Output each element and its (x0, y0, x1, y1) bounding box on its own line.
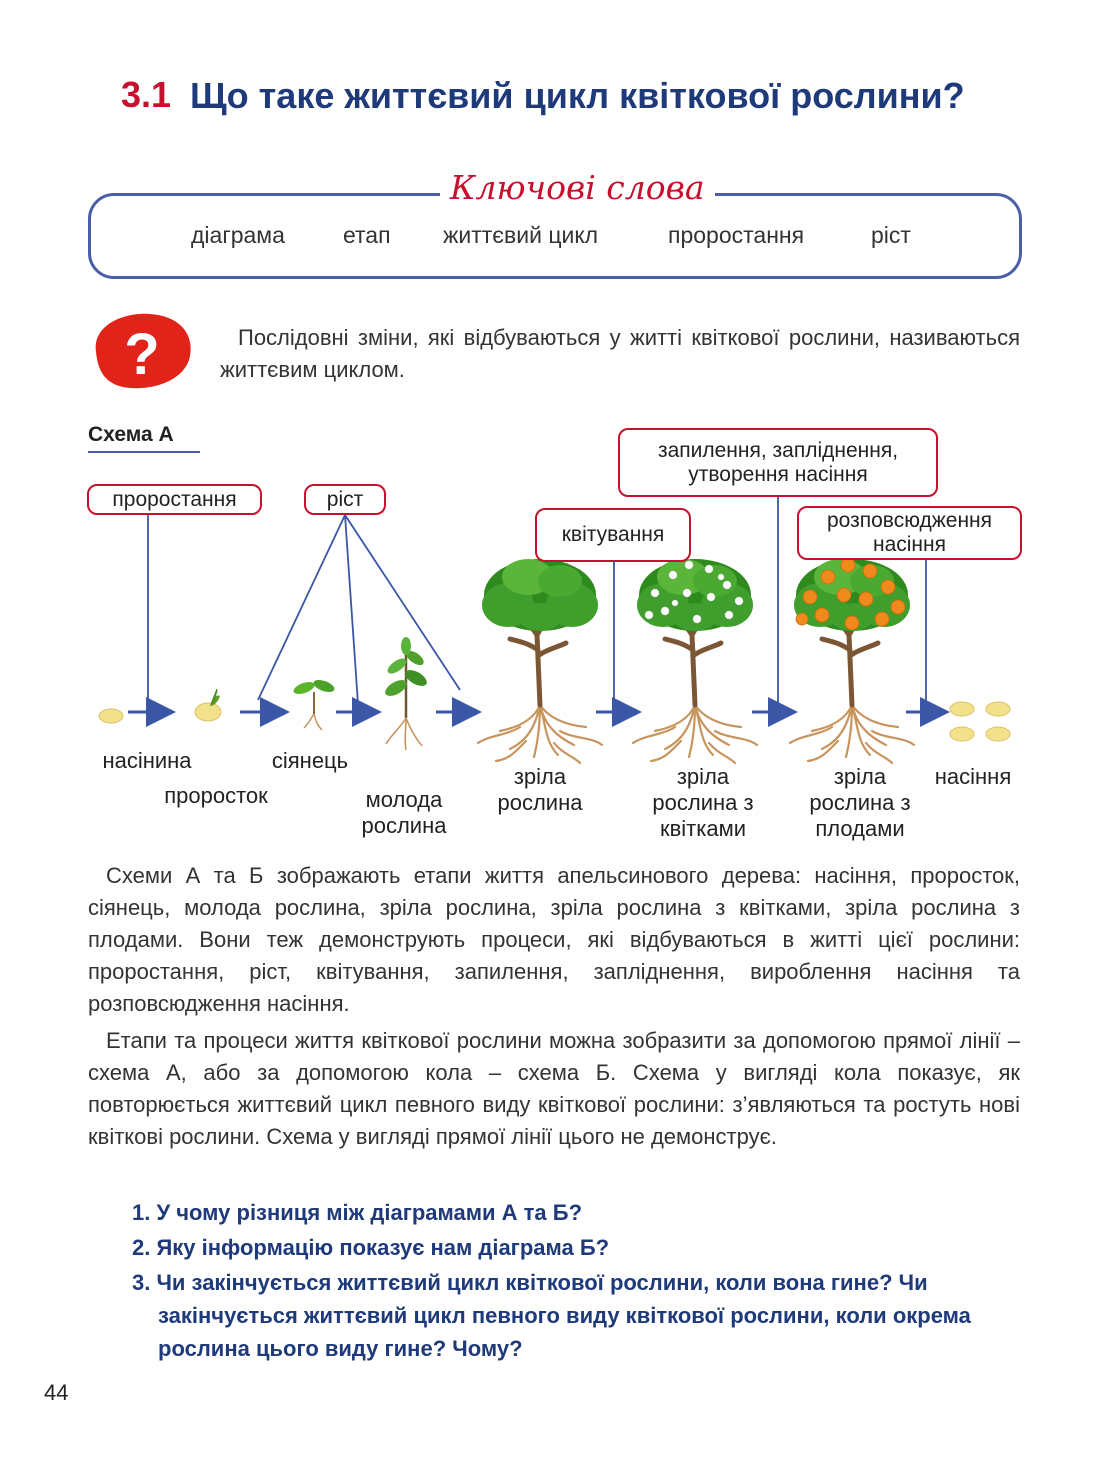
intro-paragraph: Послідовні зміни, які відбуваються у житті квіткової рослини, називаються життєвим циклом. (220, 325, 1020, 382)
stage-label-sprout: проросток (164, 783, 268, 808)
stage-label-seed: насінина (102, 748, 192, 773)
stage-label-mature-plant: зріла рослина (497, 764, 583, 815)
page-number: 44 (44, 1380, 69, 1405)
process-label-germination: проростання (87, 484, 262, 515)
section-title: Що таке життєвий цикл квіткової рослини? (190, 75, 965, 116)
process-label-growth: ріст (304, 484, 386, 515)
stage-label-young-plant: молода рослина (361, 787, 447, 838)
keyword: етап (343, 222, 391, 248)
body-paragraph: Етапи та процеси життя квіткової рослини можна зобразити за допомогою прямої лінії – схема А, або за допомогою кола – схема Б. Схема у вигляді кола показує, як повторюється життєвий цикл певного виду квіткової рослини: з’являються та ростуть нові квіткові рослини. Схема у вигляді прямої лінії цього не демонструє. (88, 1028, 1020, 1149)
question-item: 1. У чому різниця між діаграмами А та Б? (132, 1200, 583, 1225)
body-paragraph: Схеми А та Б зображають етапи життя апельсинового дерева: насіння, проросток, сіянець, молода рослина, зріла рослина, зріла рослина з квітками, зріла рослина з плодами. Вони теж демонструють процеси, які відбуваються в житті цієї рослини: проростання, ріст, квітування, запилення, запліднення, вироблення насіння та розповсюдження насіння. (88, 863, 1020, 1016)
process-label-flowering: квітування (535, 508, 691, 562)
section-number: 3.1 (121, 74, 172, 115)
keyword: ріст (871, 222, 911, 248)
stage-label-seedling: сіянець (271, 748, 349, 773)
keyword: життєвий цикл (443, 222, 599, 248)
question-item: 2. Яку інформацію показує нам діаграма Б? (132, 1235, 610, 1260)
keywords-heading: Ключові слова (440, 168, 715, 207)
process-label-pollination: запилення, запліднення, утворення насіння (618, 428, 938, 497)
keyword: проростання (668, 222, 805, 248)
stage-label-seeds: насіння (934, 764, 1012, 789)
schema-label: Схема А (88, 423, 174, 446)
questions-list (132, 1196, 1022, 1367)
svg-text:?: ? (124, 322, 160, 387)
question-item: 3. Чи закінчується життєвий цикл квіткової рослини, коли вона гине? Чи закінчується життєвий цикл певного виду квіткової рослини, коли окрема рослина цього виду гине? Чому? (132, 1270, 971, 1361)
process-label-seed-dispersal: розповсюдження насіння (797, 506, 1022, 560)
stage-label-plant-with-flowers: зріла рослина з квітками (652, 764, 754, 841)
stage-label-plant-with-fruits: зріла рослина з плодами (809, 764, 911, 841)
keyword: діаграма (191, 222, 285, 248)
